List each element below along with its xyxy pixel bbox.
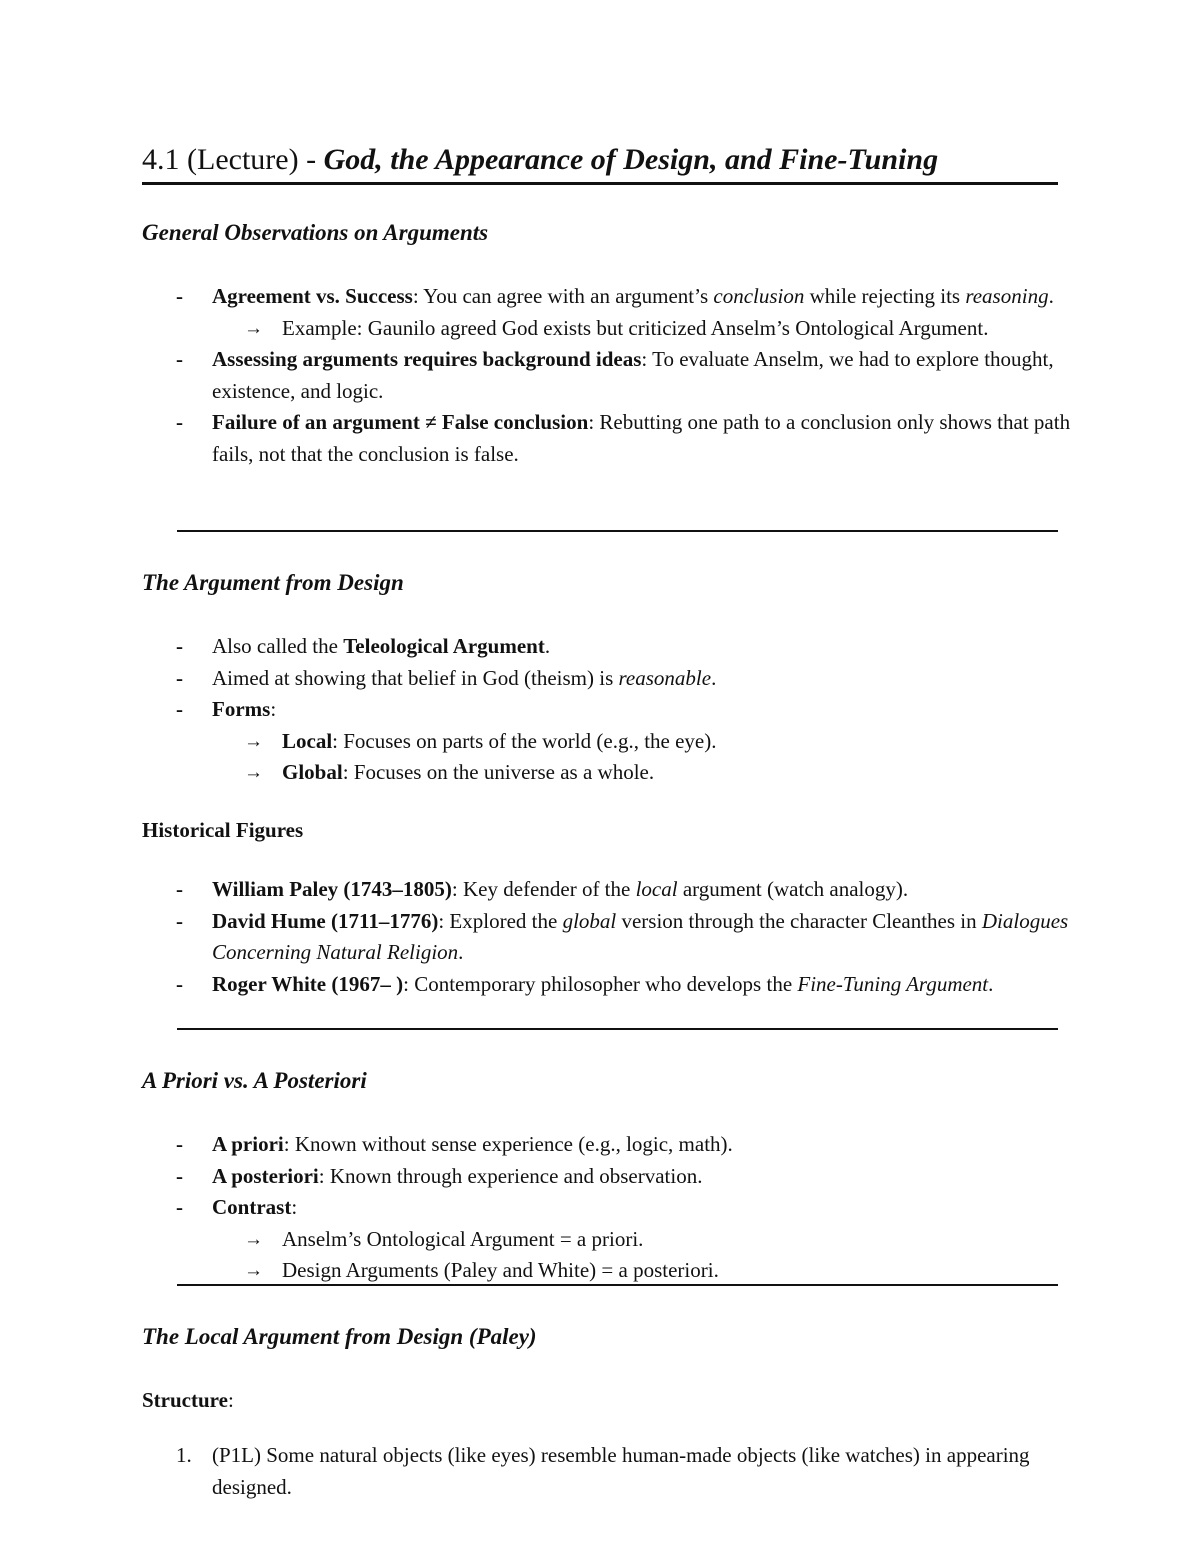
term-roger-white: Roger White (1967– ) bbox=[212, 971, 404, 996]
term-local: Local bbox=[282, 728, 333, 753]
text: . bbox=[458, 940, 464, 964]
list-item bbox=[142, 1192, 1072, 1224]
text: : Focuses on the universe as a whole. bbox=[342, 760, 655, 784]
text: . bbox=[988, 971, 994, 996]
arrow-bullet-icon: → bbox=[244, 730, 263, 752]
page-title bbox=[142, 138, 1058, 185]
emphasis: conclusion bbox=[713, 284, 805, 308]
dash-bullet: - bbox=[176, 1163, 183, 1188]
arrow-bullet-icon: → bbox=[244, 762, 263, 783]
term-a-posteriori: A posteriori bbox=[212, 1163, 319, 1188]
text: . bbox=[711, 665, 717, 690]
text: : Known without sense experience (e.g., logic, math). bbox=[283, 1132, 733, 1156]
structure-colon: : bbox=[227, 1388, 234, 1412]
premise-p1l: (P1L) Some natural objects (like eyes) resemble human-made objects (like watches) in appearing designed. bbox=[212, 1443, 1030, 1499]
list-item bbox=[142, 1129, 1072, 1161]
arrow-bullet-icon: → bbox=[244, 1228, 263, 1250]
emphasis: local bbox=[635, 877, 678, 901]
dash-bullet: - bbox=[176, 634, 183, 658]
list-item bbox=[142, 344, 1072, 407]
dash-bullet: - bbox=[176, 665, 183, 690]
emphasis: reasonable bbox=[618, 665, 712, 690]
term-forms: Forms bbox=[212, 697, 271, 721]
text: . bbox=[544, 634, 551, 658]
term-failure-of-argument: Failure of an argument ≠ False conclusion bbox=[212, 410, 589, 434]
list-item bbox=[142, 969, 1072, 1001]
dash-bullet: - bbox=[176, 971, 183, 996]
structure-label-text: Structure bbox=[142, 1388, 228, 1412]
book-title: Dialogues Concerning Natural Religion bbox=[212, 908, 1069, 964]
list-item bbox=[142, 1161, 1072, 1193]
text: : bbox=[270, 697, 277, 721]
text: : bbox=[291, 1195, 298, 1219]
term-background-ideas: Assessing arguments requires background ideas bbox=[212, 347, 642, 371]
list-historical-figures bbox=[142, 874, 1072, 1000]
section-heading-historical-figures: Historical Figures bbox=[142, 818, 304, 842]
emphasis: global bbox=[562, 908, 617, 933]
text: . bbox=[1048, 284, 1054, 308]
text: Design Arguments (Paley and White) = a posteriori. bbox=[282, 1258, 719, 1282]
sub-list-item bbox=[142, 1255, 1072, 1287]
text: : Focuses on parts of the world (e.g., the eye). bbox=[332, 728, 717, 753]
text: : Known through experience and observation. bbox=[318, 1163, 703, 1188]
text: version through the character Cleanthes in bbox=[616, 908, 982, 933]
list-item bbox=[142, 663, 1072, 695]
list-general-observations bbox=[142, 281, 1072, 470]
structure-label bbox=[142, 1385, 234, 1415]
term-william-paley: William Paley (1743–1805) bbox=[212, 877, 452, 901]
section-divider bbox=[177, 1028, 1058, 1030]
list-item bbox=[142, 631, 1072, 663]
sub-list-item bbox=[142, 757, 1072, 789]
dash-bullet: - bbox=[176, 908, 183, 933]
dash-bullet: - bbox=[176, 697, 183, 721]
list-argument-from-design bbox=[142, 631, 1072, 789]
term-david-hume: David Hume (1711–1776) bbox=[212, 908, 439, 933]
list-a-priori-vs-a-posteriori bbox=[142, 1129, 1072, 1287]
section-heading-local-argument-paley: The Local Argument from Design (Paley) bbox=[142, 1324, 537, 1349]
sub-list-item bbox=[142, 313, 1072, 345]
text: : Rebutting one path to a conclusion only shows that path fails, not that the conclusion is false. bbox=[212, 410, 1071, 466]
term-agreement-vs-success: Agreement vs. Success bbox=[212, 284, 413, 308]
dash-bullet: - bbox=[176, 284, 183, 308]
text: Anselm’s Ontological Argument = a priori. bbox=[282, 1226, 644, 1251]
arrow-bullet-icon: → bbox=[244, 1260, 263, 1281]
numbered-list-item bbox=[142, 1440, 1072, 1503]
dash-bullet: - bbox=[176, 877, 183, 901]
text: : Contemporary philosopher who develops the bbox=[403, 971, 798, 996]
text: Example: Gaunilo agreed God exists but criticized Anselm’s Ontological Argument. bbox=[282, 315, 989, 340]
list-item bbox=[142, 407, 1072, 470]
text: : Key defender of the bbox=[451, 877, 636, 901]
arrow-bullet-icon: → bbox=[244, 317, 263, 339]
text: : You can agree with an argument’s bbox=[412, 284, 714, 308]
text: : To evaluate Anselm, we had to explore thought, existence, and logic. bbox=[212, 347, 1054, 403]
sub-list-item bbox=[142, 1224, 1072, 1256]
term-a-priori: A priori bbox=[212, 1132, 284, 1156]
dash-bullet: - bbox=[176, 347, 183, 371]
text: Aimed at showing that belief in God (theism) is bbox=[212, 665, 619, 690]
text: argument (watch analogy). bbox=[677, 877, 909, 901]
list-number: 1. bbox=[176, 1443, 192, 1467]
section-heading-argument-from-design: The Argument from Design bbox=[142, 570, 404, 595]
section-divider bbox=[177, 1284, 1058, 1286]
text: while rejecting its bbox=[804, 284, 966, 308]
dash-bullet: - bbox=[176, 1195, 183, 1219]
title-prefix: 4.1 (Lecture) - bbox=[142, 143, 324, 176]
dash-bullet: - bbox=[176, 410, 183, 434]
sub-list-item bbox=[142, 726, 1072, 758]
term-teleological-argument: Teleological Argument bbox=[343, 634, 545, 658]
list-item bbox=[142, 874, 1072, 906]
list-item bbox=[142, 281, 1072, 313]
text: Also called the bbox=[212, 634, 344, 658]
section-divider bbox=[177, 530, 1058, 532]
dash-bullet: - bbox=[176, 1132, 183, 1156]
term-contrast: Contrast bbox=[212, 1195, 292, 1219]
text: : Explored the bbox=[438, 908, 563, 933]
section-heading-a-priori-vs-a-posteriori: A Priori vs. A Posteriori bbox=[142, 1068, 367, 1093]
term-global: Global bbox=[282, 760, 343, 784]
section-heading-general-observations: General Observations on Arguments bbox=[142, 220, 489, 245]
title-main: God, the Appearance of Design, and Fine-Tuning bbox=[323, 143, 939, 176]
emphasis: Fine-Tuning Argument bbox=[797, 971, 989, 996]
emphasis: reasoning bbox=[965, 284, 1049, 308]
list-item bbox=[142, 906, 1072, 969]
numbered-list-structure bbox=[142, 1440, 1072, 1503]
list-item bbox=[142, 694, 1072, 726]
